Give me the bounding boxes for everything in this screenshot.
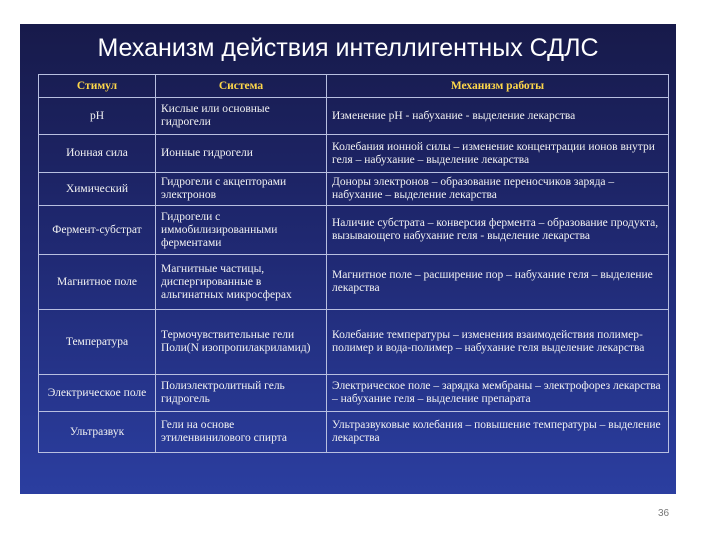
mechanism-cell: Колебание температуры – изменения взаимодействия полимер-полимер и вода-полимер – набухание геля выделение лекарства xyxy=(327,310,669,375)
page-number: 36 xyxy=(658,508,670,519)
table-row xyxy=(39,173,669,206)
stimulus-cell: Электрическое поле xyxy=(39,375,156,412)
mechanism-cell: Ультразвуковые колебания – повышение температуры – выделение лекарства xyxy=(327,412,669,453)
stimulus-cell: Температура xyxy=(39,310,156,375)
table-row xyxy=(39,206,669,255)
stimuli-table xyxy=(38,74,669,453)
slide-title: Механизм действия интеллигентных СДЛС xyxy=(97,34,599,62)
stimulus-cell: Химический xyxy=(39,173,156,206)
system-cell: Термочувствительные гели Поли(N изопропилакриламид) xyxy=(156,310,327,375)
mechanism-cell: Электрическое поле – зарядка мембраны – электрофорез лекарства – набухание геля – выделение препарата xyxy=(327,375,669,412)
mechanism-cell: Колебания ионной силы – изменение концентрации ионов внутри геля – набухание – выделение лекарства xyxy=(327,135,669,173)
table-row xyxy=(39,135,669,173)
stimulus-cell: Ультразвук xyxy=(39,412,156,453)
table-header-row xyxy=(39,75,669,98)
system-cell: Кислые или основные гидрогели xyxy=(156,98,327,135)
table-row xyxy=(39,412,669,453)
mechanism-cell: Изменение рН - набухание - выделение лекарства xyxy=(327,98,669,135)
stimulus-cell: Фермент-субстрат xyxy=(39,206,156,255)
table-row xyxy=(39,310,669,375)
mechanism-cell: Наличие субстрата – конверсия фермента – образование продукта, вызывающего набухание геля - выделение лекарства xyxy=(327,206,669,255)
mechanism-cell: Магнитное поле – расширение пор – набухание геля – выделение лекарства xyxy=(327,255,669,310)
mechanism-cell: Доноры электронов – образование переносчиков заряда – набухание – выделение лекарства xyxy=(327,173,669,206)
header-system: Система xyxy=(156,75,327,98)
stimulus-cell: Магнитное поле xyxy=(39,255,156,310)
table-row xyxy=(39,98,669,135)
system-cell: Гидрогели с иммобилизированными ферментами xyxy=(156,206,327,255)
table-row xyxy=(39,255,669,310)
stimulus-cell: Ионная сила xyxy=(39,135,156,173)
table-row xyxy=(39,375,669,412)
header-mechanism: Механизм работы xyxy=(327,75,669,98)
system-cell: Ионные гидрогели xyxy=(156,135,327,173)
slide xyxy=(20,24,676,494)
stimulus-cell: pH xyxy=(39,98,156,135)
header-stimulus: Стимул xyxy=(39,75,156,98)
system-cell: Полиэлектролитный гель гидрогель xyxy=(156,375,327,412)
system-cell: Гели на основе этиленвинилового спирта xyxy=(156,412,327,453)
system-cell: Магнитные частицы, диспергированные в альгинатных микросферах xyxy=(156,255,327,310)
system-cell: Гидрогели с акцепторами электронов xyxy=(156,173,327,206)
